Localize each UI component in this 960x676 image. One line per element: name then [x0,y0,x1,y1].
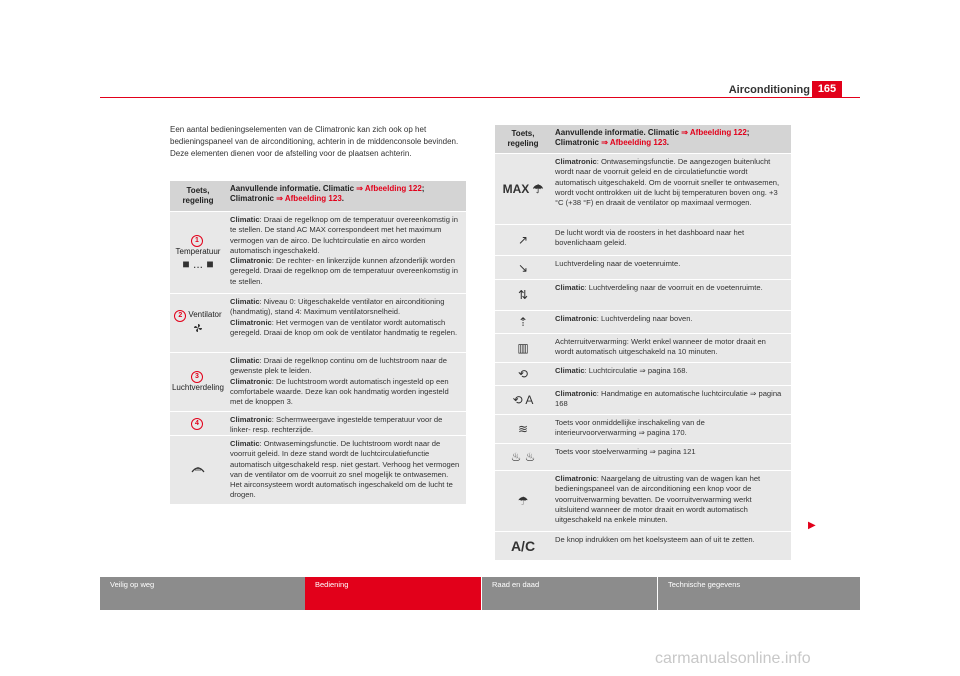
footer-tab-operation[interactable]: Bediening [305,577,481,610]
footer-tab-technical[interactable]: Technische gegevens [657,577,860,610]
header-col1: Toets, regeling [182,186,214,205]
recirculation-icon: ⟲ [517,367,529,381]
header-col2: Aanvullende informatie. Climatic ⇒ Afbeelding 122; Climatronic ⇒ Afbeelding 123. [230,184,425,204]
figure-link[interactable]: ⇒ Afbeelding 123 [276,194,342,204]
control-label: Ventilator [188,310,222,319]
table-row: 1Temperatuur ■ ... ■ Climatic: Draai de regelknop om de temperatuur overeenkomstig in te stellen. De stand AC MAX correspondeert met het maximum vermogen van de airco. De luchtcirculatie en airco worden automatisch ingeschakeld. Climatronic: De rechter- en linkerzijde kunnen afzonderlijk worden geregeld. Draai de regelknop om de temperatuur overeenkomstig in te stellen. [170,212,466,294]
table-row: ♨ ♨ Toets voor stoelverwarming ⇒ pagina 121 [495,444,791,471]
airflow-up-icon: ⇡ [517,315,529,329]
right-table [495,125,791,561]
temperature-icon: ■ ... ■ [182,256,214,271]
left-table [170,181,466,505]
table-row: ⟲ A Climatronic: Handmatige en automatische luchtcirculatie ⇒ pagina 168 [495,386,791,415]
control-label: Temperatuur [175,246,221,256]
section-title: Airconditioning [728,84,810,96]
windscreen-icon [191,463,205,477]
header-col2: Aanvullende informatie. Climatic ⇒ Afbeelding 122; Climatronic ⇒ Afbeelding 123. [555,128,750,148]
windscreen-footwell-icon: ⇅ [517,288,529,302]
table-row: A/C De knop indrukken om het koelsysteem aan of uit te zetten. [495,532,791,561]
seat-heating-icon: ♨ ♨ [510,450,536,464]
figure-link[interactable]: ⇒ Afbeelding 123 [601,138,667,148]
ac-icon: A/C [510,538,536,554]
watermark: carmanualsonline.info [655,650,811,667]
intro-paragraph: Een aantal bedieningselementen van de Climatronic kan zich ook op het bedieningspaneel van de airconditioning, achterin in de middenconsole bevinden. Deze elementen dienen voor de afstelling voor de plaatsen achterin. [170,125,459,158]
footwell-airflow-icon: ↘ [517,260,529,275]
table-header [170,181,466,212]
footer-nav [100,577,860,610]
callout-badge: 2 [174,310,186,322]
header-rule [100,97,860,98]
table-row: 2 Ventilator Climatic: Niveau 0: Uitgeschakelde ventilator en airconditioning (handmatig), stand 4: Maximum ventilatorsnelheid. Climatronic: Het vermogen van de ventilator wordt automatisch geregeld. Draai de knop om ook de ventilator handmatig te regelen. [170,294,466,353]
auto-recirculation-icon: ⟲ A [512,393,534,407]
footer-tab-safety[interactable]: Veilig op weg [100,577,305,610]
footer-tab-tips[interactable]: Raad en daad [481,577,657,610]
page-number: 165 [812,81,842,97]
table-row: 4 Climatronic: Schermweergave ingestelde temperatuur voor de linker- resp. rechterzijde. [170,412,466,436]
table-row: ☂ Climatronic: Naargelang de uitrusting van de wagen kan het bedieningspaneel van de airconditioning een knop voor de voorruitverwarming bevatten. De voorruitverwarming werkt uitsluitend wanneer de motor draait en wordt automatisch uitgeschakeld na enkele minuten. [495,471,791,532]
callout-badge: 3 [191,371,203,383]
table-row: ≋ Toets voor onmiddellijke inschakeling van de interieurvoorverwarming ⇒ pagina 170. [495,415,791,444]
windscreen-heating-icon: ☂ [517,494,529,508]
upper-body-airflow-icon: ↗ [517,233,529,247]
figure-link[interactable]: ⇒ Afbeelding 122 [356,184,422,193]
callout-badge: 1 [191,235,203,247]
figure-link[interactable]: ⇒ Afbeelding 122 [681,128,747,137]
table-row: Climatic: Ontwasemingsfunctie. De luchtstroom wordt naar de voorruit geleid. In deze stand wordt de luchtcirculatiefunctie automatisch uitgeschakeld resp. niet gestart. Verhoog het vermogen van de ventilator om de voorruit zo snel mogelijk te ontwasemen. Het airconsysteem wordt automatisch ingeschakeld om de lucht te drogen. [170,436,466,505]
control-label: Luchtverdeling [171,383,225,392]
table-row: ↘ Luchtverdeling naar de voetenruimte. [495,256,791,280]
table-header [495,125,791,154]
interior-preheating-icon: ≋ [517,422,529,436]
table-row: ⟲ Climatic: Luchtcirculatie ⇒ pagina 168. [495,363,791,386]
table-row: ↗ De lucht wordt via de roosters in het dashboard naar het bovenlichaam geleid. [495,225,791,256]
table-row: ⇡ Climatronic: Luchtverdeling naar boven. [495,311,791,334]
rear-window-heating-icon: ▥ [517,341,529,355]
table-row: ▥ Achterruitverwarming: Werkt enkel wanneer de motor draait en wordt automatisch uitgeschakeld na 10 minuten. [495,334,791,363]
table-row: ⇅ Climatic: Luchtverdeling naar de voorruit en de voetenruimte. [495,280,791,311]
table-row: MAX ☂ Climatronic: Ontwasemingsfunctie. De aangezogen buitenlucht wordt naar de voorruit geleid en de circulatiefunctie wordt automatisch uitgeschakeld. Om de voorruit sneller te ontwasemen, wordt vocht onttrokken uit de lucht bij temperaturen boven ong. +3 °C (+38 °F) en draait de ventilator op maximaal vermogen. [495,154,791,225]
max-defrost-icon: MAX ☂ [502,182,544,196]
header-col1: Toets, regeling [507,129,539,148]
continue-arrow-icon: ▶ [808,520,816,531]
fan-icon [193,322,203,336]
callout-badge: 4 [191,418,203,430]
table-row: 3Luchtverdeling Climatic: Draai de regelknop continu om de luchtstroom naar de gewenste plek te leiden. Climatronic: De luchtstroom wordt automatisch ingesteld op een comfortabele waarde. Deze kan ook handmatig worden ingesteld met de knoppen 3. [170,353,466,412]
